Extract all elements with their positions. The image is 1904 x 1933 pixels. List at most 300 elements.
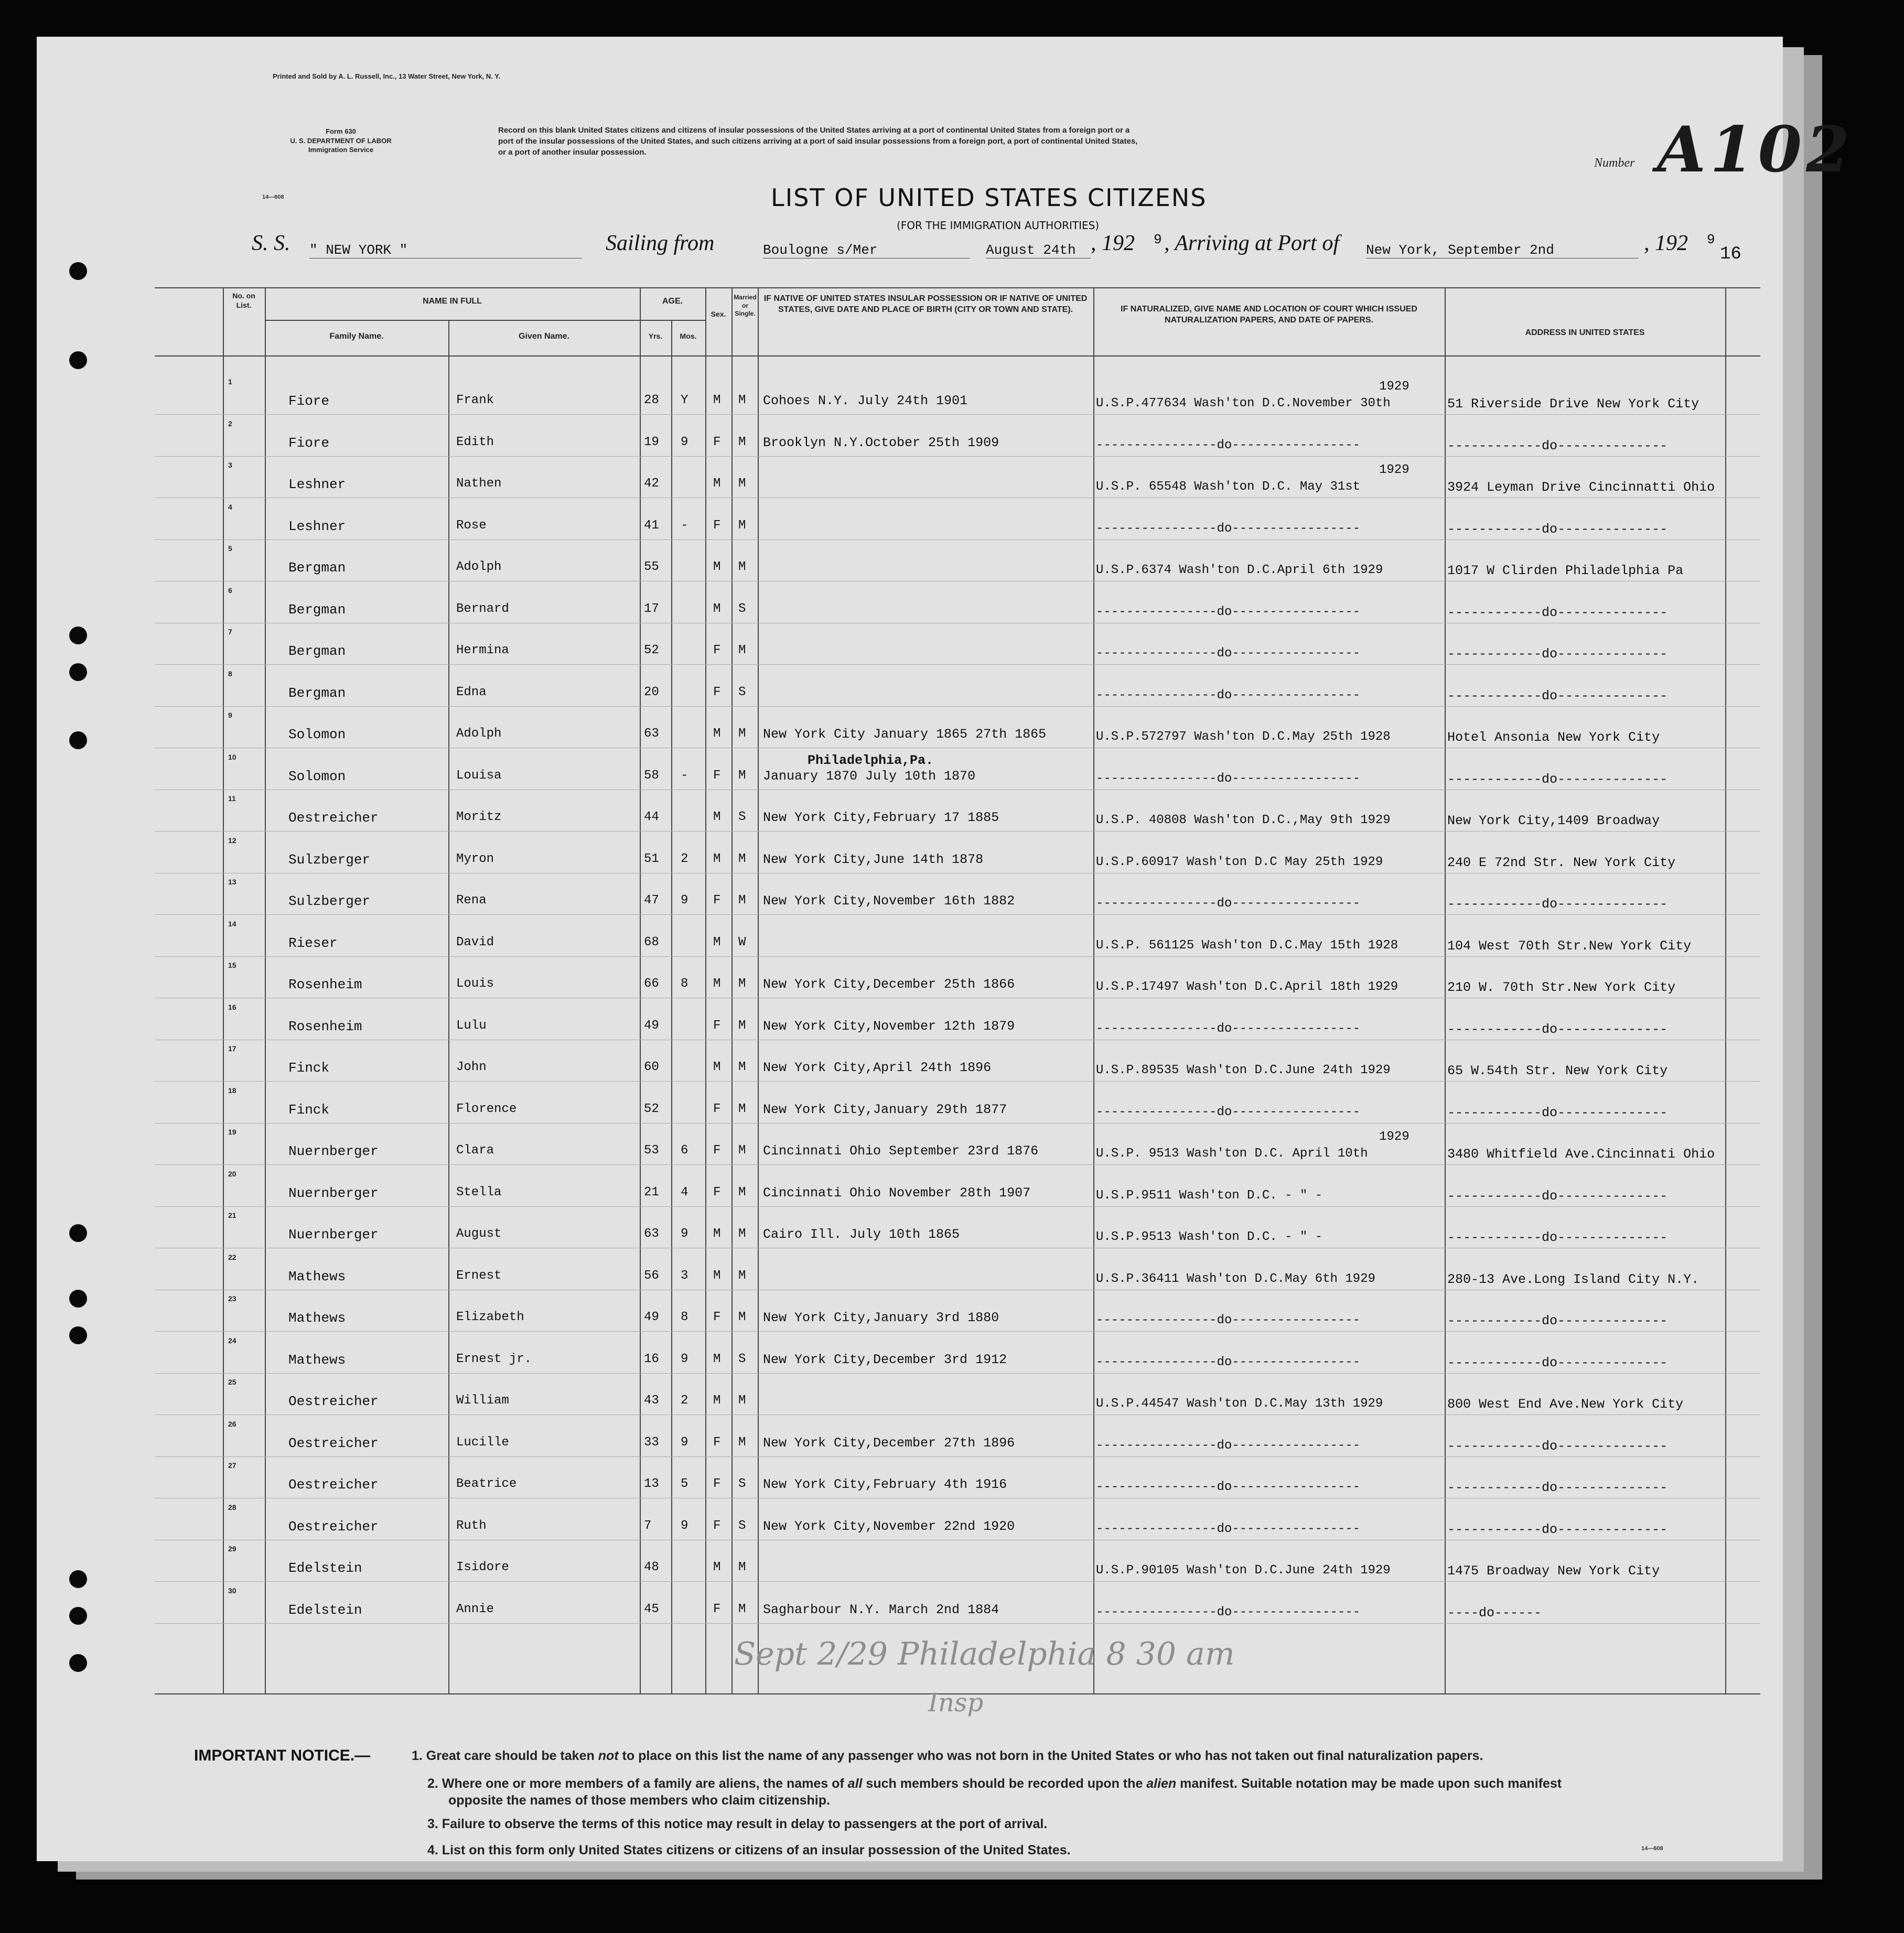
- notice-item-4: 4. List on this form only United States citizens or citizens of an insular possession of the United States.: [427, 1843, 1071, 1858]
- row-mos: 9: [681, 1518, 689, 1533]
- header-given-name: Given Name.: [519, 332, 569, 341]
- row-ms: M: [738, 1560, 746, 1574]
- row-family: Fiore: [288, 393, 330, 409]
- row-no: 14: [228, 919, 236, 928]
- row-rule: [155, 1164, 1760, 1165]
- punch-hole: [69, 1570, 87, 1588]
- row-family: Oestreicher: [288, 1518, 379, 1535]
- row-given: Myron: [456, 851, 494, 866]
- row-family: Oestreicher: [288, 1477, 379, 1493]
- header-no-on-list: No. on List.: [232, 291, 255, 310]
- row-no: 13: [228, 878, 236, 886]
- row-nat: ----------------do-----------------: [1096, 604, 1361, 619]
- row-addr: 240 E 72nd Str. New York City: [1447, 855, 1676, 870]
- row-rule: [155, 1373, 1760, 1374]
- col-rule: [671, 320, 672, 1693]
- header-address: ADDRESS IN UNITED STATES: [1525, 328, 1645, 337]
- row-yrs: 42: [644, 477, 659, 491]
- row-addr: 3924 Leyman Drive Cincinnatti Ohio: [1447, 480, 1715, 495]
- row-no: 16: [228, 1002, 236, 1011]
- row-sex: M: [713, 1268, 721, 1283]
- row-birth: New York City,December 3rd 1912: [763, 1352, 1007, 1367]
- col-rule: [1725, 287, 1726, 1693]
- row-given: Louis: [456, 977, 494, 991]
- header-age: AGE.: [662, 297, 683, 306]
- row-family: Bergman: [288, 685, 346, 701]
- header-yrs: Yrs.: [648, 332, 663, 340]
- row-no: 15: [228, 961, 236, 969]
- row-yrs: 20: [644, 685, 659, 699]
- form-block: [205, 127, 477, 155]
- row-no: 4: [228, 502, 232, 511]
- row-yrs: 47: [644, 893, 659, 908]
- row-addr: ------------do--------------: [1447, 1355, 1668, 1370]
- row-mos: -: [681, 768, 689, 783]
- row-no: 7: [228, 628, 232, 636]
- row-given: John: [456, 1060, 487, 1074]
- header-sex: Sex.: [711, 310, 726, 318]
- row-sex: F: [713, 643, 721, 657]
- page-subtitle: (FOR THE IMMIGRATION AUTHORITIES): [897, 219, 1100, 232]
- row-addr: ------------do--------------: [1447, 521, 1668, 537]
- row-rule: [155, 1206, 1760, 1207]
- row-rule: [155, 1581, 1760, 1582]
- row-addr: ------------do--------------: [1447, 1105, 1668, 1120]
- row-no: 10: [228, 752, 236, 761]
- row-nat: U.S.P. 9513 Wash'ton D.C. April 10th: [1096, 1147, 1368, 1161]
- printer-credit: Printed and Sold by A. L. Russell, Inc., 13 Water Street, New York, N. Y.: [273, 72, 500, 80]
- row-ms: M: [738, 1102, 746, 1116]
- row-addr: 51 Riverside Drive New York City: [1447, 396, 1699, 412]
- row-yrs: 33: [644, 1435, 659, 1450]
- row-family: Solomon: [288, 727, 346, 742]
- row-nat-year: 1929: [1379, 1130, 1410, 1144]
- punch-hole: [69, 663, 87, 681]
- row-sex: F: [713, 893, 721, 908]
- row-given: Rose: [456, 518, 487, 533]
- row-nat: ----------------do-----------------: [1096, 438, 1361, 452]
- row-family: Oestreicher: [288, 1435, 379, 1451]
- notice-title: IMPORTANT NOTICE.—: [194, 1747, 371, 1764]
- department: U. S. DEPARTMENT OF LABOR: [290, 136, 392, 145]
- row-sex: M: [713, 935, 721, 949]
- row-ms: M: [738, 1435, 746, 1450]
- row-nat: U.S.P.90105 Wash'ton D.C.June 24th 1929: [1096, 1563, 1391, 1578]
- row-birth: Brooklyn N.Y.October 25th 1909: [763, 435, 999, 450]
- row-sex: F: [713, 1477, 721, 1491]
- row-yrs: 13: [644, 1477, 659, 1491]
- row-addr: New York City,1409 Broadway: [1447, 813, 1660, 828]
- row-no: 28: [228, 1503, 236, 1511]
- row-birth: New York City,February 4th 1916: [763, 1477, 1007, 1492]
- punch-hole: [69, 731, 87, 749]
- row-yrs: 52: [644, 643, 659, 657]
- row-yrs: 28: [644, 393, 659, 407]
- notice-item-1: 1. Great care should be taken not to place on this list the name of any passenger who was not born in the United States or who has not taken out final naturalization papers.: [412, 1748, 1483, 1763]
- row-family: Solomon: [288, 768, 346, 784]
- row-nat: U.S.P.60917 Wash'ton D.C May 25th 1929: [1096, 855, 1383, 869]
- row-mos: 9: [681, 893, 689, 908]
- row-no: 1: [228, 377, 232, 386]
- col-rule: [640, 287, 641, 1693]
- row-given: Nathen: [456, 477, 502, 491]
- row-birth: New York City,June 14th 1878: [763, 851, 984, 867]
- row-sex: M: [713, 1227, 721, 1241]
- row-family: Rosenheim: [288, 1018, 362, 1034]
- row-yrs: 48: [644, 1560, 659, 1574]
- handwritten-note: Sept 2/29 Philadelphia 8 30 am: [734, 1636, 1235, 1672]
- row-addr: 1017 W Clirden Philadelphia Pa: [1447, 563, 1684, 578]
- arriving-port: New York, September 2nd: [1366, 242, 1639, 258]
- page-title: LIST OF UNITED STATES CITIZENS: [771, 183, 1207, 212]
- row-no: 21: [228, 1211, 236, 1219]
- row-ms: M: [738, 477, 746, 491]
- row-ms: M: [738, 1143, 746, 1158]
- row-sex: M: [713, 727, 721, 741]
- row-nat: U.S.P.477634 Wash'ton D.C.November 30th: [1096, 396, 1391, 411]
- row-addr: ------------do--------------: [1447, 771, 1668, 787]
- row-nat: U.S.P.17497 Wash'ton D.C.April 18th 1929: [1096, 980, 1399, 994]
- punch-hole: [69, 627, 87, 644]
- year-value-2: 9: [1707, 232, 1715, 247]
- row-mos: 6: [681, 1143, 689, 1158]
- row-addr: ------------do--------------: [1447, 897, 1668, 912]
- col-rule: [223, 287, 224, 1693]
- punch-hole: [69, 262, 87, 280]
- row-sex: M: [713, 851, 721, 866]
- row-ms: M: [738, 518, 746, 533]
- row-birth: New York City January 1865 27th 1865: [763, 727, 1047, 742]
- row-no: 25: [228, 1378, 236, 1386]
- year-label-1: , 192: [1091, 231, 1135, 255]
- row-given: August: [456, 1227, 502, 1241]
- row-nat: U.S.P.36411 Wash'ton D.C.May 6th 1929: [1096, 1271, 1375, 1286]
- row-no: 22: [228, 1252, 236, 1261]
- row-yrs: 55: [644, 560, 659, 574]
- row-yrs: 44: [644, 810, 659, 824]
- row-given: Edith: [456, 435, 494, 449]
- row-nat: U.S.P. 65548 Wash'ton D.C. May 31st: [1096, 480, 1361, 494]
- row-sex: F: [713, 1435, 721, 1450]
- row-no: 2: [228, 419, 232, 428]
- row-given: Lulu: [456, 1018, 487, 1033]
- col-rule: [1445, 287, 1446, 1693]
- row-yrs: 17: [644, 601, 659, 616]
- row-given: Ernest jr.: [456, 1352, 532, 1366]
- row-nat: ----------------do-----------------: [1096, 1021, 1361, 1036]
- row-family: Edelstein: [288, 1560, 362, 1576]
- row-given: Ruth: [456, 1518, 487, 1533]
- row-no: 12: [228, 836, 236, 845]
- punch-hole: [69, 1290, 87, 1308]
- row-family: Fiore: [288, 435, 330, 451]
- row-birth: New York City,December 25th 1866: [763, 977, 1015, 992]
- row-mos: 9: [681, 1227, 689, 1241]
- row-family: Mathews: [288, 1310, 346, 1326]
- row-no: 19: [228, 1128, 236, 1136]
- row-sex: M: [713, 1060, 721, 1074]
- row-yrs: 52: [644, 1102, 659, 1116]
- row-nat: U.S.P.9513 Wash'ton D.C. - " -: [1096, 1230, 1323, 1244]
- row-no: 8: [228, 669, 232, 678]
- row-given: Louisa: [456, 768, 502, 783]
- punch-hole: [69, 1224, 87, 1242]
- row-nat: U.S.P.572797 Wash'ton D.C.May 25th 1928: [1096, 730, 1391, 744]
- row-family: Sulzberger: [288, 851, 371, 868]
- row-no: 5: [228, 544, 232, 553]
- row-given: Florence: [456, 1102, 517, 1116]
- row-addr: 800 West End Ave.New York City: [1447, 1397, 1684, 1412]
- header-mos: Mos.: [680, 332, 697, 340]
- row-sex: F: [713, 1102, 721, 1116]
- row-yrs: 49: [644, 1310, 659, 1324]
- row-sex: M: [713, 977, 721, 991]
- row-family: Nuernberger: [288, 1227, 379, 1243]
- row-yrs: 21: [644, 1185, 659, 1200]
- age-subrule: [640, 320, 705, 321]
- row-yrs: 56: [644, 1268, 659, 1283]
- name-subrule: [265, 320, 640, 321]
- row-given: Hermina: [456, 643, 509, 657]
- row-nat: ----------------do-----------------: [1096, 771, 1361, 786]
- col-rule: [265, 287, 266, 1693]
- row-birth: New York City,November 22nd 1920: [763, 1518, 1015, 1534]
- row-yrs: 53: [644, 1143, 659, 1158]
- row-ms: M: [738, 643, 746, 657]
- number-label: Number: [1594, 156, 1635, 170]
- row-ms: M: [738, 435, 746, 449]
- year-extra: 16: [1720, 244, 1741, 264]
- row-mos: 8: [681, 977, 689, 991]
- row-family: Bergman: [288, 601, 346, 618]
- row-ms: M: [738, 1227, 746, 1241]
- row-ms: M: [738, 1060, 746, 1074]
- row-no: 26: [228, 1419, 236, 1428]
- row-nat: U.S.P.89535 Wash'ton D.C.June 24th 1929: [1096, 1063, 1391, 1077]
- header-family-name: Family Name.: [329, 332, 384, 341]
- row-yrs: 58: [644, 768, 659, 783]
- row-mos: 2: [681, 851, 689, 866]
- row-given: Annie: [456, 1602, 494, 1616]
- row-ms: S: [738, 1352, 746, 1366]
- row-rule: [155, 1331, 1760, 1332]
- row-given: Adolph: [456, 560, 502, 574]
- row-sex: M: [713, 810, 721, 824]
- row-ms: M: [738, 1602, 746, 1616]
- row-no: 11: [228, 794, 236, 803]
- row-family: Finck: [288, 1102, 330, 1118]
- header-married-single: Married or Single.: [734, 294, 757, 318]
- row-addr: 3480 Whitfield Ave.Cincinnati Ohio: [1447, 1147, 1715, 1162]
- row-ms: M: [738, 560, 746, 574]
- row-rule: [155, 1123, 1760, 1124]
- service: Immigration Service: [308, 146, 374, 154]
- row-ms: M: [738, 393, 746, 407]
- year-label-2: , 192: [1644, 231, 1688, 255]
- row-no: 6: [228, 586, 232, 595]
- row-given: Moritz: [456, 810, 502, 824]
- punch-hole: [69, 351, 87, 369]
- col-rule: [448, 320, 449, 1693]
- row-sex: M: [713, 1394, 721, 1408]
- header-naturalized: IF NATURALIZED, GIVE NAME AND LOCATION OF COURT WHICH ISSUED NATURALIZATION PAPERS, AND DATE OF PAPERS.: [1121, 305, 1417, 325]
- row-nat: ----------------do-----------------: [1096, 1605, 1361, 1619]
- row-no: 3: [228, 461, 232, 469]
- row-mos: 2: [681, 1394, 689, 1408]
- row-nat: U.S.P. 40808 Wash'ton D.C.,May 9th 1929: [1096, 813, 1391, 827]
- row-ms: M: [738, 768, 746, 783]
- notice-item-2-cont: opposite the names of those members who claim citizenship.: [448, 1793, 830, 1808]
- row-addr: ------------do--------------: [1447, 604, 1668, 620]
- row-given: Stella: [456, 1185, 502, 1200]
- row-birth: New York City,December 27th 1896: [763, 1435, 1015, 1451]
- row-no: 27: [228, 1461, 236, 1470]
- row-mos: 8: [681, 1310, 689, 1324]
- row-yrs: 45: [644, 1602, 659, 1616]
- row-family: Bergman: [288, 560, 346, 576]
- row-no: 17: [228, 1044, 236, 1053]
- row-yrs: 7: [644, 1518, 652, 1533]
- col-rule: [758, 287, 759, 1693]
- row-rule: [155, 664, 1760, 665]
- row-nat: ----------------do-----------------: [1096, 646, 1361, 661]
- row-nat: ----------------do-----------------: [1096, 1355, 1361, 1369]
- row-rule: [155, 914, 1760, 915]
- row-given: Isidore: [456, 1560, 509, 1574]
- header-name-in-full: NAME IN FULL: [423, 297, 482, 306]
- row-nat: U.S.P.6374 Wash'ton D.C.April 6th 1929: [1096, 563, 1383, 577]
- row-family: Edelstein: [288, 1602, 362, 1618]
- row-addr: 104 West 70th Str.New York City: [1447, 938, 1692, 954]
- row-rule: [155, 1414, 1760, 1415]
- row-ms: M: [738, 893, 746, 908]
- row-rule: [155, 456, 1760, 457]
- row-sex: F: [713, 1143, 721, 1158]
- col-rule: [732, 287, 733, 1693]
- form-code: 14—608: [262, 194, 284, 200]
- row-family: Oestreicher: [288, 810, 379, 826]
- row-ms: W: [738, 935, 746, 949]
- row-sex: M: [713, 393, 721, 407]
- row-sex: M: [713, 1352, 721, 1366]
- row-ms: M: [738, 1268, 746, 1283]
- row-yrs: 63: [644, 727, 659, 741]
- ss-label: S. S.: [252, 231, 291, 255]
- row-ms: M: [738, 851, 746, 866]
- row-nat: ----------------do-----------------: [1096, 1521, 1361, 1536]
- row-mos: 3: [681, 1268, 689, 1283]
- row-birth: Sagharbour N.Y. March 2nd 1884: [763, 1602, 999, 1617]
- row-given: Bernard: [456, 601, 509, 616]
- manifest-sheet: [37, 37, 1854, 1861]
- row-given: David: [456, 935, 494, 949]
- row-addr: ------------do--------------: [1447, 1021, 1668, 1037]
- row-nat-year: 1929: [1379, 380, 1410, 394]
- row-addr: ------------do--------------: [1447, 1230, 1668, 1245]
- row-sex: M: [713, 477, 721, 491]
- row-yrs: 19: [644, 435, 659, 449]
- row-birth: New York City,February 17 1885: [763, 810, 999, 825]
- header-birth: IF NATIVE OF UNITED STATES INSULAR POSSESSION OR IF NATIVE OF UNITED STATES, GIVE DATE AND PLACE OF BIRTH (CITY OR TOWN AND STATE).: [763, 294, 1088, 314]
- row-ms: M: [738, 977, 746, 991]
- row-nat: U.S.P. 561125 Wash'ton D.C.May 15th 1928: [1096, 938, 1399, 953]
- row-birth: New York City,January 29th 1877: [763, 1102, 1007, 1117]
- row-nat: U.S.P.9511 Wash'ton D.C. - " -: [1096, 1188, 1323, 1203]
- arriving-label: , Arriving at Port of: [1164, 231, 1340, 255]
- row-addr: ------------do--------------: [1447, 438, 1668, 453]
- row-yrs: 66: [644, 977, 659, 991]
- row-ms: S: [738, 601, 746, 616]
- row-family: Mathews: [288, 1352, 346, 1368]
- row-given: Clara: [456, 1143, 494, 1158]
- row-nat: U.S.P.44547 Wash'ton D.C.May 13th 1929: [1096, 1397, 1383, 1411]
- row-yrs: 63: [644, 1227, 659, 1241]
- punch-hole: [69, 1654, 87, 1672]
- row-addr: 210 W. 70th Str.New York City: [1447, 980, 1676, 995]
- row-addr: 280-13 Ave.Long Island City N.Y.: [1447, 1271, 1699, 1287]
- row-yrs: 60: [644, 1060, 659, 1074]
- row-mos: 9: [681, 1352, 689, 1366]
- row-nat-year: 1929: [1379, 463, 1410, 477]
- row-sex: F: [713, 1018, 721, 1033]
- row-rule: [155, 1623, 1760, 1624]
- col-rule: [705, 287, 706, 1693]
- row-sex: F: [713, 518, 721, 533]
- row-ms: M: [738, 727, 746, 741]
- row-birth-above: Philadelphia,Pa.: [808, 752, 934, 768]
- row-birth: New York City,April 24th 1896: [763, 1060, 992, 1075]
- row-given: Rena: [456, 893, 487, 908]
- row-no: 18: [228, 1086, 236, 1095]
- row-ms: S: [738, 1518, 746, 1533]
- row-ms: M: [738, 1394, 746, 1408]
- row-family: Rosenheim: [288, 977, 362, 992]
- row-yrs: 41: [644, 518, 659, 533]
- form-number: Form 630: [326, 127, 356, 135]
- row-sex: F: [713, 768, 721, 783]
- row-nat: ----------------do-----------------: [1096, 1438, 1361, 1453]
- row-given: Beatrice: [456, 1477, 517, 1491]
- row-family: Leshner: [288, 518, 346, 534]
- row-rule: [155, 706, 1760, 707]
- row-mos: 4: [681, 1185, 689, 1200]
- row-addr: ------------do--------------: [1447, 1438, 1668, 1454]
- sailing-date: August 24th: [986, 242, 1091, 258]
- row-sex: M: [713, 560, 721, 574]
- row-birth: New York City,November 16th 1882: [763, 893, 1015, 909]
- row-given: Elizabeth: [456, 1310, 524, 1324]
- list-number: A102: [1657, 113, 1854, 187]
- row-rule: [155, 414, 1760, 415]
- row-no: 9: [228, 711, 232, 719]
- row-ms: S: [738, 685, 746, 699]
- row-no: 23: [228, 1294, 236, 1303]
- year-value-1: 9: [1154, 232, 1162, 247]
- sailing-port: Boulogne s/Mer: [763, 242, 970, 258]
- row-mos: 5: [681, 1477, 689, 1491]
- row-addr: Hotel Ansonia New York City: [1447, 730, 1660, 745]
- row-sex: M: [713, 1560, 721, 1574]
- row-mos: -: [681, 518, 689, 533]
- row-given: Lucille: [456, 1435, 509, 1450]
- row-addr: ------------do--------------: [1447, 646, 1668, 662]
- notice-item-3: 3. Failure to observe the terms of this notice may result in delay to passengers at the port of arrival.: [427, 1817, 1048, 1831]
- row-nat: ----------------do-----------------: [1096, 897, 1361, 911]
- row-addr: ------------do--------------: [1447, 688, 1668, 704]
- row-addr: 65 W.54th Str. New York City: [1447, 1063, 1668, 1078]
- row-no: 20: [228, 1169, 236, 1178]
- table-header-rule: [155, 355, 1760, 357]
